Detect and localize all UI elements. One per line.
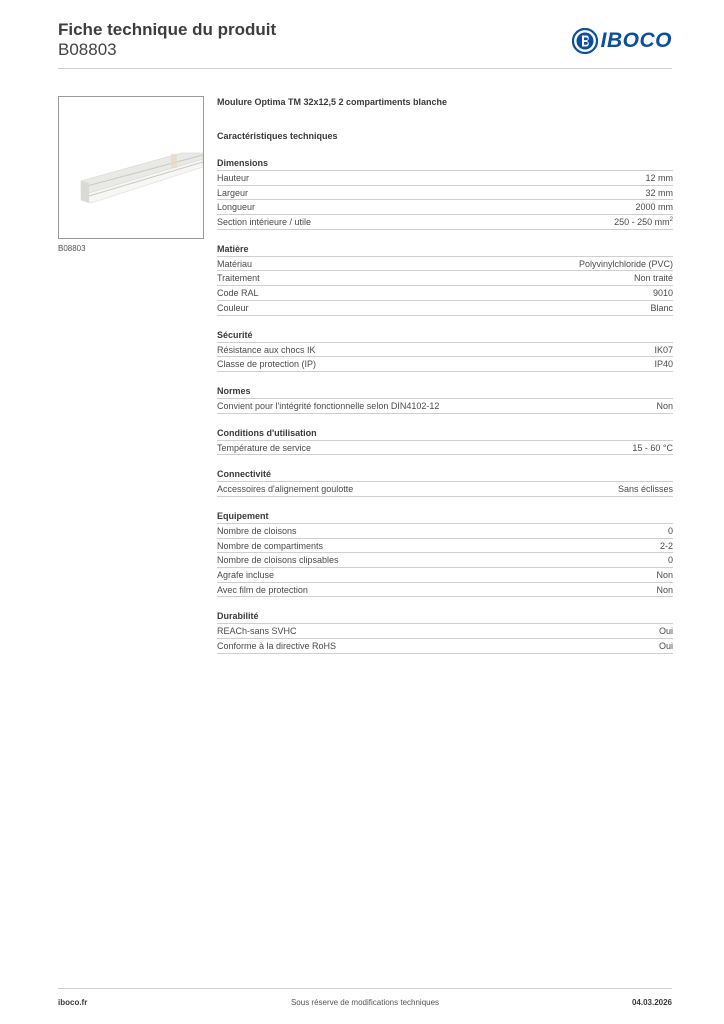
spec-value: IP40 (654, 359, 673, 370)
spec-value: Sans éclisses (617, 484, 673, 495)
spec-value: Polyvinylchloride (PVC) (578, 258, 673, 269)
spec-label: Hauteur (217, 173, 250, 183)
spec-value: 2-2 (659, 540, 673, 551)
spec-label: Accessoires d'alignement goulotte (217, 484, 354, 495)
spec-row (217, 568, 673, 583)
brand-logo (572, 28, 672, 54)
group-title: Dimensions (217, 157, 673, 171)
spec-label: Classe de protection (IP) (217, 359, 317, 370)
spec-value: Non (656, 400, 673, 411)
spec-label: Nombre de compartiments (217, 540, 324, 551)
spec-label: Largeur (217, 187, 249, 198)
product-image (58, 96, 204, 239)
spec-value: 15 - 60 °C (632, 442, 673, 453)
spec-row (217, 399, 673, 414)
footer-date: 04.03.2026 (631, 998, 672, 1007)
spec-row (217, 200, 673, 215)
spec-value: 9010 (652, 288, 673, 299)
spec-label: Agrafe incluse (217, 570, 275, 580)
group-durabilite (217, 610, 673, 653)
spec-value: 0 (667, 525, 673, 536)
spec-row (217, 171, 673, 186)
spec-label: Nombre de cloisons (217, 525, 297, 536)
spec-label: Résistance aux chocs IK (217, 344, 316, 355)
spec-value (614, 215, 673, 229)
spec-value: Oui (658, 626, 673, 637)
spec-row (217, 186, 673, 201)
footer-website-link[interactable]: iboco.fr (58, 998, 88, 1007)
spec-label: REACh-sans SVHC (217, 626, 297, 637)
spec-row (217, 343, 673, 358)
spec-label: Nombre de cloisons clipsables (217, 555, 339, 566)
spec-row (217, 357, 673, 372)
spec-label: Longueur (217, 202, 256, 213)
spec-value-text: 250 - 250 mm (614, 217, 670, 228)
page-footer (58, 998, 672, 1010)
spec-value: 2000 mm (635, 202, 673, 213)
spec-value: 12 mm (645, 173, 673, 183)
spec-value: Oui (658, 641, 673, 652)
superscript: 2 (669, 217, 673, 224)
spec-row (217, 524, 673, 539)
group-title: Connectivité (217, 468, 673, 482)
spec-value: Blanc (650, 302, 673, 313)
spec-label: Couleur (217, 302, 249, 313)
group-equipement (217, 510, 673, 597)
group-matiere (217, 243, 673, 316)
product-name: Moulure Optima TM 32x12,5 2 compartiments blanche (217, 97, 448, 107)
group-normes (217, 385, 673, 414)
spec-label: Convient pour l'intégrité fonctionnelle selon DIN4102-12 (217, 400, 440, 411)
group-conditions (217, 427, 673, 456)
spec-row (217, 286, 673, 301)
spec-label: Température de service (217, 442, 312, 453)
spec-value: 32 mm (645, 187, 673, 198)
group-title: Sécurité (217, 329, 673, 343)
spec-value: Non (656, 584, 673, 595)
spec-value: IK07 (654, 344, 673, 355)
spec-label: Matériau (217, 258, 253, 269)
spec-label: Conforme à la directive RoHS (217, 641, 337, 652)
group-title: Conditions d'utilisation (217, 427, 673, 441)
spec-label: Code RAL (217, 288, 259, 299)
group-title: Matière (217, 243, 673, 257)
spec-row (217, 482, 673, 497)
group-title: Equipement (217, 510, 673, 524)
document-code: B08803 (58, 40, 117, 59)
spec-value: Non traité (633, 273, 673, 284)
spec-value: Non (656, 570, 673, 580)
spec-row (217, 583, 673, 598)
group-dimensions (217, 157, 673, 230)
header-divider (58, 68, 672, 69)
spec-label: Traitement (217, 273, 260, 284)
spec-sheet (217, 96, 673, 654)
document-title: Fiche technique du produit (58, 20, 277, 39)
iboco-logo-icon (572, 28, 598, 54)
footer-disclaimer: Sous réserve de modifications techniques (290, 998, 440, 1007)
spec-value: 0 (667, 555, 673, 566)
group-title: Normes (217, 385, 673, 399)
page-header (58, 20, 672, 70)
spec-row (217, 539, 673, 554)
group-connectivite (217, 468, 673, 497)
group-title: Durabilité (217, 610, 673, 624)
group-securite (217, 329, 673, 372)
spec-row (217, 639, 673, 654)
footer-divider (58, 988, 672, 989)
spec-row (217, 301, 673, 316)
section-heading: Caractéristiques techniques (217, 131, 338, 141)
spec-row (217, 271, 673, 286)
spec-row (217, 215, 673, 230)
spec-row (217, 441, 673, 456)
spec-row (217, 624, 673, 639)
spec-label: Section intérieure / utile (217, 217, 312, 228)
spec-row (217, 257, 673, 272)
image-caption: B08803 (58, 244, 86, 253)
spec-row (217, 553, 673, 568)
cable-trunking-image (59, 97, 203, 238)
logo-text: IBOCO (600, 29, 672, 52)
spec-label: Avec film de protection (217, 584, 308, 595)
